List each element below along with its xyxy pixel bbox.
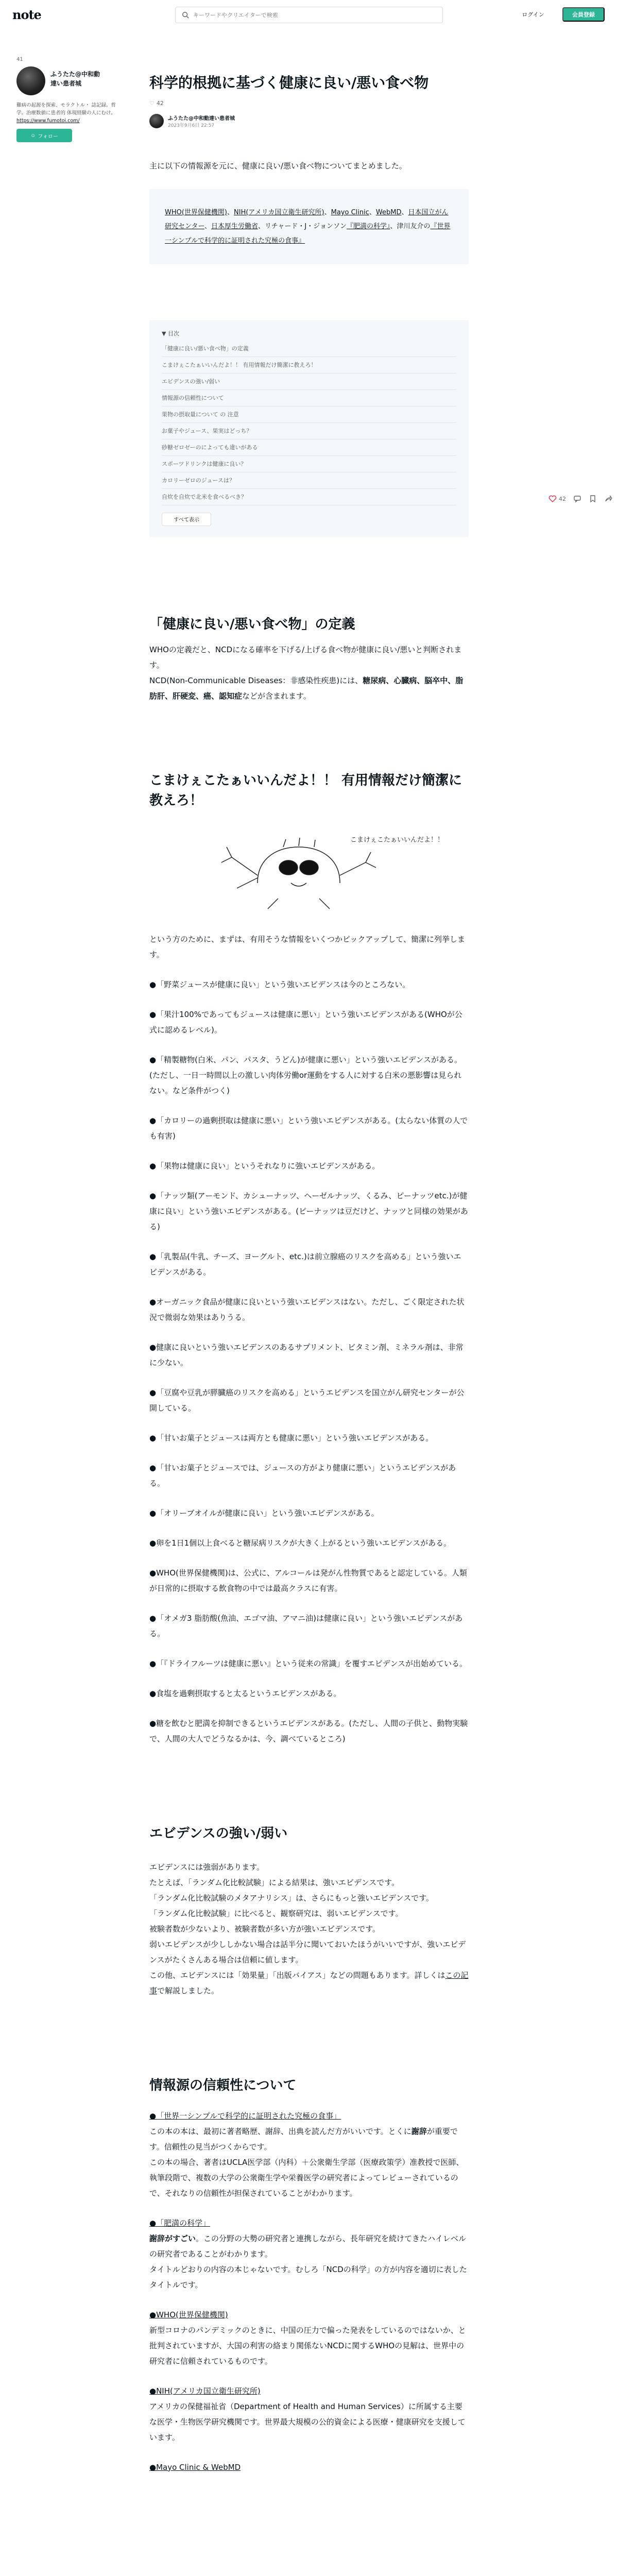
bullet-item: ●WHO(世界保健機関)は、公式に、アルコールは発がん性物質であると認定している。人類が日常的に摂取する飲食物の中では最高クラスに有害。 [149, 1568, 467, 1593]
source-block [149, 2215, 469, 2293]
paragraph [149, 1921, 469, 1937]
separator: 、 [369, 209, 376, 216]
signup-button[interactable]: 会員登録 [562, 7, 605, 22]
site-header [0, 0, 618, 29]
source-block-heading[interactable]: ●「世界一シンプルで科学的に証明された究極の食事」 [149, 2111, 341, 2121]
like-count-top-article: 42 [156, 100, 164, 107]
toc-item[interactable]: スポーツドリンクは健康に良い？ [162, 456, 456, 472]
paragraph [149, 1937, 469, 1968]
toc-item[interactable]: こまけぇこたぁいいんだよ！！ 有用情報だけ簡潔に教えろ！ [162, 357, 456, 374]
bullet-item: ●「精製糖物(白米、パン、パスタ、うどん)が健康に悪い」という強いエビデンスがある。(ただし、一日一時間以上の激しい肉体労働or運動をする人に対する白米の悪影響は見られない。など条件がつく) [149, 1055, 462, 1095]
section-summary [149, 771, 469, 1747]
bullet-item: ●「カロリーの過剰摂取は健康に悪い」という強いエビデンスがある。(太らない体質の人でも有害) [149, 1115, 468, 1141]
toc-heading[interactable]: ▼ 目次 [162, 330, 179, 337]
paragraph [149, 1906, 469, 1921]
separator: の [423, 223, 431, 231]
byline-author[interactable]: ふうたた@中和動達い患者城 [168, 116, 235, 122]
text: 「ランダム化比較試験」に比べると、観察研究は、弱いエビデンスです。 [149, 1908, 403, 1918]
paragraph: WHOの定義だと、NCDになる確率を下げる/上げる食べ物が健康に良い/悪いと判断されます。 [149, 645, 462, 670]
like-count-top: 41 [16, 57, 23, 62]
source-author-tsugawa: 津川友介 [397, 223, 424, 231]
follow-button[interactable] [16, 129, 72, 142]
bold-text: 謝辞 [411, 2126, 427, 2136]
author-bio: 難病の起源を探索、モラクトル・ 誌記録。哲学。治療数値に患者的 体現経験の人にむけ。 [16, 103, 116, 116]
toc-item[interactable]: エビデンスの強い/弱い [162, 374, 456, 390]
author-name[interactable]: ふうたた@中和動 達い患者城 [50, 71, 100, 87]
section-evidence [149, 1824, 469, 1998]
text: この本の本は、最初に著者略歴、謝辞、出典を読んだ方がいいです。とくに [149, 2126, 411, 2136]
share-icon[interactable] [604, 495, 612, 503]
source-list [149, 189, 469, 264]
text: で解説しました。 [157, 1986, 219, 1995]
toc-item[interactable]: 自炊を自炊で北米を食べるべき？ [162, 489, 456, 505]
bold-text: 糖尿病、心臓病、脳卒中、脂肪肝、肝硬変、癌、認知症 [149, 675, 464, 701]
avatar[interactable] [149, 114, 164, 128]
login-button[interactable]: ログイン [515, 7, 551, 22]
paragraph [149, 2323, 469, 2369]
paragraph [149, 1859, 469, 1875]
separator: 、 [390, 223, 397, 231]
text: タイトルどおりの内容の本じゃないです。むしろ「NCDの科学」の方が内容を適切に表したタイトルです。 [149, 2264, 467, 2290]
user-plus-icon: ☺ [30, 132, 36, 139]
section-sources-reliability [149, 2076, 469, 2475]
paragraph: という方のために、まずは、有用そうな情報をいくつかピックアップして、簡潔に列挙します。 [149, 934, 466, 959]
source-block-heading[interactable]: ●NIH(アメリカ国立衛生研究所) [149, 2386, 261, 2396]
source-link-diet-book[interactable]: 『世界一シンプルで科学的に証明された究極の食事』 [165, 223, 451, 245]
text: アメリカの保健福祉省（Department of Health and Human Services）に所属する主要な医学・生物医学研究機関です。世界最大規模の公的資金による医療・健康研究を支援しています。 [149, 2401, 466, 2442]
toc-item[interactable]: お菓子やジュース、果実はどっち？ [162, 423, 456, 439]
bullet-item: ●「野菜ジュースが健康に良い」という強いエビデンスは今のところない。 [149, 979, 410, 989]
text: 弱いエビデンスが少ししかない場合は話半分に聞いておいたほうがいいですが、強いエビデンスがたくさんある場合は信頼に値します。 [149, 1939, 466, 1964]
paragraph [149, 2231, 469, 2293]
avatar[interactable] [16, 66, 45, 95]
heart-icon [548, 495, 557, 503]
text: この他、エビデンスには「効果量」「出版バイアス」などの問題もあります。詳しくは [149, 1970, 445, 1980]
author-row [16, 66, 119, 95]
like-button-top[interactable] [149, 100, 164, 107]
text: たとえば、「ランダム化比較試験」による結果は、強いエビデンスです。 [149, 1877, 399, 1887]
separator: 、 [401, 209, 408, 216]
bullet-item: ●「甘いお菓子とジュースでは、ジュースの方がより健康に悪い」というエビデンスがある。 [149, 1463, 456, 1488]
source-block [149, 2307, 469, 2369]
separator: 、 [227, 209, 234, 216]
reliability-blocks [149, 2108, 469, 2475]
text: NCD(Non-Communicable Diseases：非感染性疾患)には、 [149, 675, 363, 685]
source-block-heading[interactable]: ●Mayo Clinic & WebMD [149, 2462, 241, 2472]
floating-action-bar [548, 495, 612, 503]
bullet-item: ●健康に良いという強いエビデンスのあるサプリメント、ビタミン剤、ミネラル剤は、非常に少ない。 [149, 1342, 464, 1367]
separator: 、 [324, 209, 331, 216]
text: 「ランダム化比較試験のメタアナリシス」は、さらにもっと強いエビデンスです。 [149, 1893, 434, 1903]
text: 新型コロナのパンデミックのときに、中国の圧力で偏った発表をしているのではないか、と批判されていますが、大国の利害の絡まり関係ないNCDに関するWHOの見解は、世界中の研究者に信頼されているものです。 [149, 2325, 466, 2366]
section-heading: こまけぇこたぁいいんだよ！！ 有用情報だけ簡潔に教えろ！ [149, 772, 462, 808]
bullet-item: ●「ナッツ類(アーモンド、カシューナッツ、ヘーゼルナッツ、くるみ、ピーナッツetc.)が健康に良い」という強いエビデンスがある。(ピーナッツは豆だけど、ナッツと同様の効果がある) [149, 1191, 468, 1231]
meme-illustration [180, 826, 444, 909]
source-block [149, 2460, 469, 2475]
separator: 、 [258, 223, 265, 231]
bullet-item: ●「果汁100%であってもジュースは健康に悪い」という強いエビデンスがある(WHOが公式に認めるレベル)。 [149, 1009, 462, 1035]
source-block [149, 2108, 469, 2201]
text: この本の場合、著者はUCLA医学部（内科）＋公衆衛生学部（医療政策学）准教授で医師、執筆段階で、複数の大学の公衆衛生学や栄養医学の研究者によってレビューされているので、それなりの信頼性が担保されていることがわかります。 [149, 2157, 464, 2198]
article-meta [149, 100, 469, 107]
toc-item[interactable]: 情報源の信頼性について [162, 390, 456, 406]
author-link[interactable]: https://www.fumotoi.com/ [16, 118, 80, 124]
source-link-mhlw[interactable]: 日本厚生労働省 [211, 223, 258, 231]
note-logo[interactable]: note [12, 7, 41, 22]
source-link-ncc[interactable]: 日本国立がん研究センター [165, 209, 449, 231]
bookmark-icon[interactable] [589, 495, 597, 503]
bold-text: 謝辞がすごい [149, 2233, 196, 2243]
comment-icon[interactable] [573, 495, 581, 503]
bullet-item: ●「オメガ3 脂肪酸(魚油、エゴマ油、アマニ油)は健康に良い」という強いエビデンスがある。 [149, 1613, 463, 1638]
separator: 、 [204, 223, 211, 231]
section-heading: 情報源の信頼性について [149, 2077, 297, 2093]
bullet-item: ●糖を飲むと肥満を抑制できるというエビデンスがある。(ただし、人間の子供と、動物実験で、人間の大人でどうなるかは、今、調べているところ) [149, 1718, 468, 1743]
article-body [149, 72, 469, 2475]
search-input[interactable] [193, 12, 430, 19]
paragraph [149, 2399, 469, 2445]
search-icon [182, 11, 189, 19]
section-definition [149, 615, 469, 704]
like-count: 42 [559, 495, 566, 502]
bullet-item: ●「オリーブオイルが健康に良い」という強いエビデンスがある。 [149, 1508, 379, 1518]
source-link-obesity-book[interactable]: 『肥満の科学』 [346, 223, 390, 231]
source-block [149, 2383, 469, 2445]
intro-text: 主に以下の情報源を元に、健康に良い/悪い食べ物についてまとめました。 [149, 161, 407, 171]
illustration-caption: こまけぇこたぁいいんだよ！！ [350, 836, 444, 844]
toc-show-all-button[interactable]: すべて表示 [162, 513, 211, 526]
toc-heading-label: 目次 [167, 330, 179, 337]
bullet-item: ●オーガニック食品が健康に良いという強いエビデンスはない。ただし、ごく限定された状況で微弱な効果はありうる。 [149, 1297, 465, 1322]
text: エビデンスには強弱があります。 [149, 1862, 265, 1872]
article-title: 科学的根拠に基づく健康に良い/悪い食べ物 [149, 74, 429, 91]
source-block-heading[interactable]: ●「肥満の科学」 [149, 2218, 211, 2228]
text: 被験者数が少ないより、被験者数が多い方が強いエビデンスです。 [149, 1924, 381, 1934]
follow-label: フォロー [38, 133, 58, 140]
section-heading: 「健康に良い/悪い食べ物」の定義 [149, 616, 355, 632]
byline [149, 114, 469, 128]
article-link[interactable]: この記事 [149, 1970, 469, 1995]
text: などが含まれます。 [242, 691, 311, 701]
source-link-who[interactable]: WHO(世界保健機関) [165, 209, 228, 216]
source-link-nih[interactable]: NIH(アメリカ国立衛生研究所) [234, 209, 324, 216]
paragraph [149, 673, 469, 704]
bullet-item: ●「『ドライフルーツは健康に悪い』という従来の常識」を覆すエビデンスが出始めている。 [149, 1658, 467, 1668]
author-sidebar [16, 57, 119, 142]
heart-icon: ♡ [149, 100, 154, 107]
bullet-item: ●食塩を過剰摂取すると太るというエビデンスがある。 [149, 1688, 341, 1698]
bullet-item: ●「果物は健康に良い」というそれなりに強いエビデンスがある。 [149, 1161, 380, 1171]
source-block-heading[interactable]: ●WHO(世界保健機関) [149, 2310, 228, 2319]
bullet-item: ●卵を1日1個以上食べると糖尿病リスクが大きく上がるという強いエビデンスがある。 [149, 1538, 452, 1548]
evidence-lines [149, 1859, 469, 1998]
section-heading: エビデンスの強い/弱い [149, 1825, 288, 1841]
paragraph [149, 1875, 469, 1890]
bullet-list [149, 977, 469, 1747]
publish-date: 2023年9月6日 22:57 [168, 123, 215, 128]
toc-item[interactable]: 砂糖ゼロゼーのによっても違いがある [162, 439, 456, 456]
text: 。この分野の大勢の研究者と連携しながら、長年研究を続けてきたハイレベルの研究者であることがわかります。 [149, 2233, 467, 2259]
text: が重要です。信頼性の見当がつくからです。 [149, 2126, 458, 2151]
search-box[interactable] [175, 7, 443, 23]
toc-item[interactable]: 果物の摂取量について の 注意 [162, 406, 456, 423]
bullet-item: ●「甘いお菓子とジュースは両方とも健康に悪い」という強いエビデンスがある。 [149, 1433, 434, 1443]
bullet-item: ●「乳製品(牛乳、チーズ、ヨーグルト、etc.)は前立腺癌のリスクを高める」という強いエビデンスがある。 [149, 1251, 461, 1277]
source-link-webmd[interactable]: WebMD [375, 209, 402, 216]
toc-item[interactable]: 「健康に良い/悪い食べ物」の定義 [162, 341, 456, 357]
paragraph [149, 1890, 469, 1906]
paragraph [149, 1968, 469, 1998]
like-button[interactable] [548, 495, 566, 503]
toc-item[interactable]: カロリーゼロのジュースは？ [162, 472, 456, 489]
paragraph [149, 2124, 469, 2201]
table-of-contents [149, 320, 469, 537]
source-link-mayo[interactable]: Mayo Clinic [331, 209, 369, 216]
source-author-johnson: リチャード・J・ジョンソン [265, 223, 347, 231]
bullet-item: ●「豆腐や豆乳が膵臓癌のリスクを高める」というエビデンスを国立がん研究センターが公開している。 [149, 1387, 465, 1413]
